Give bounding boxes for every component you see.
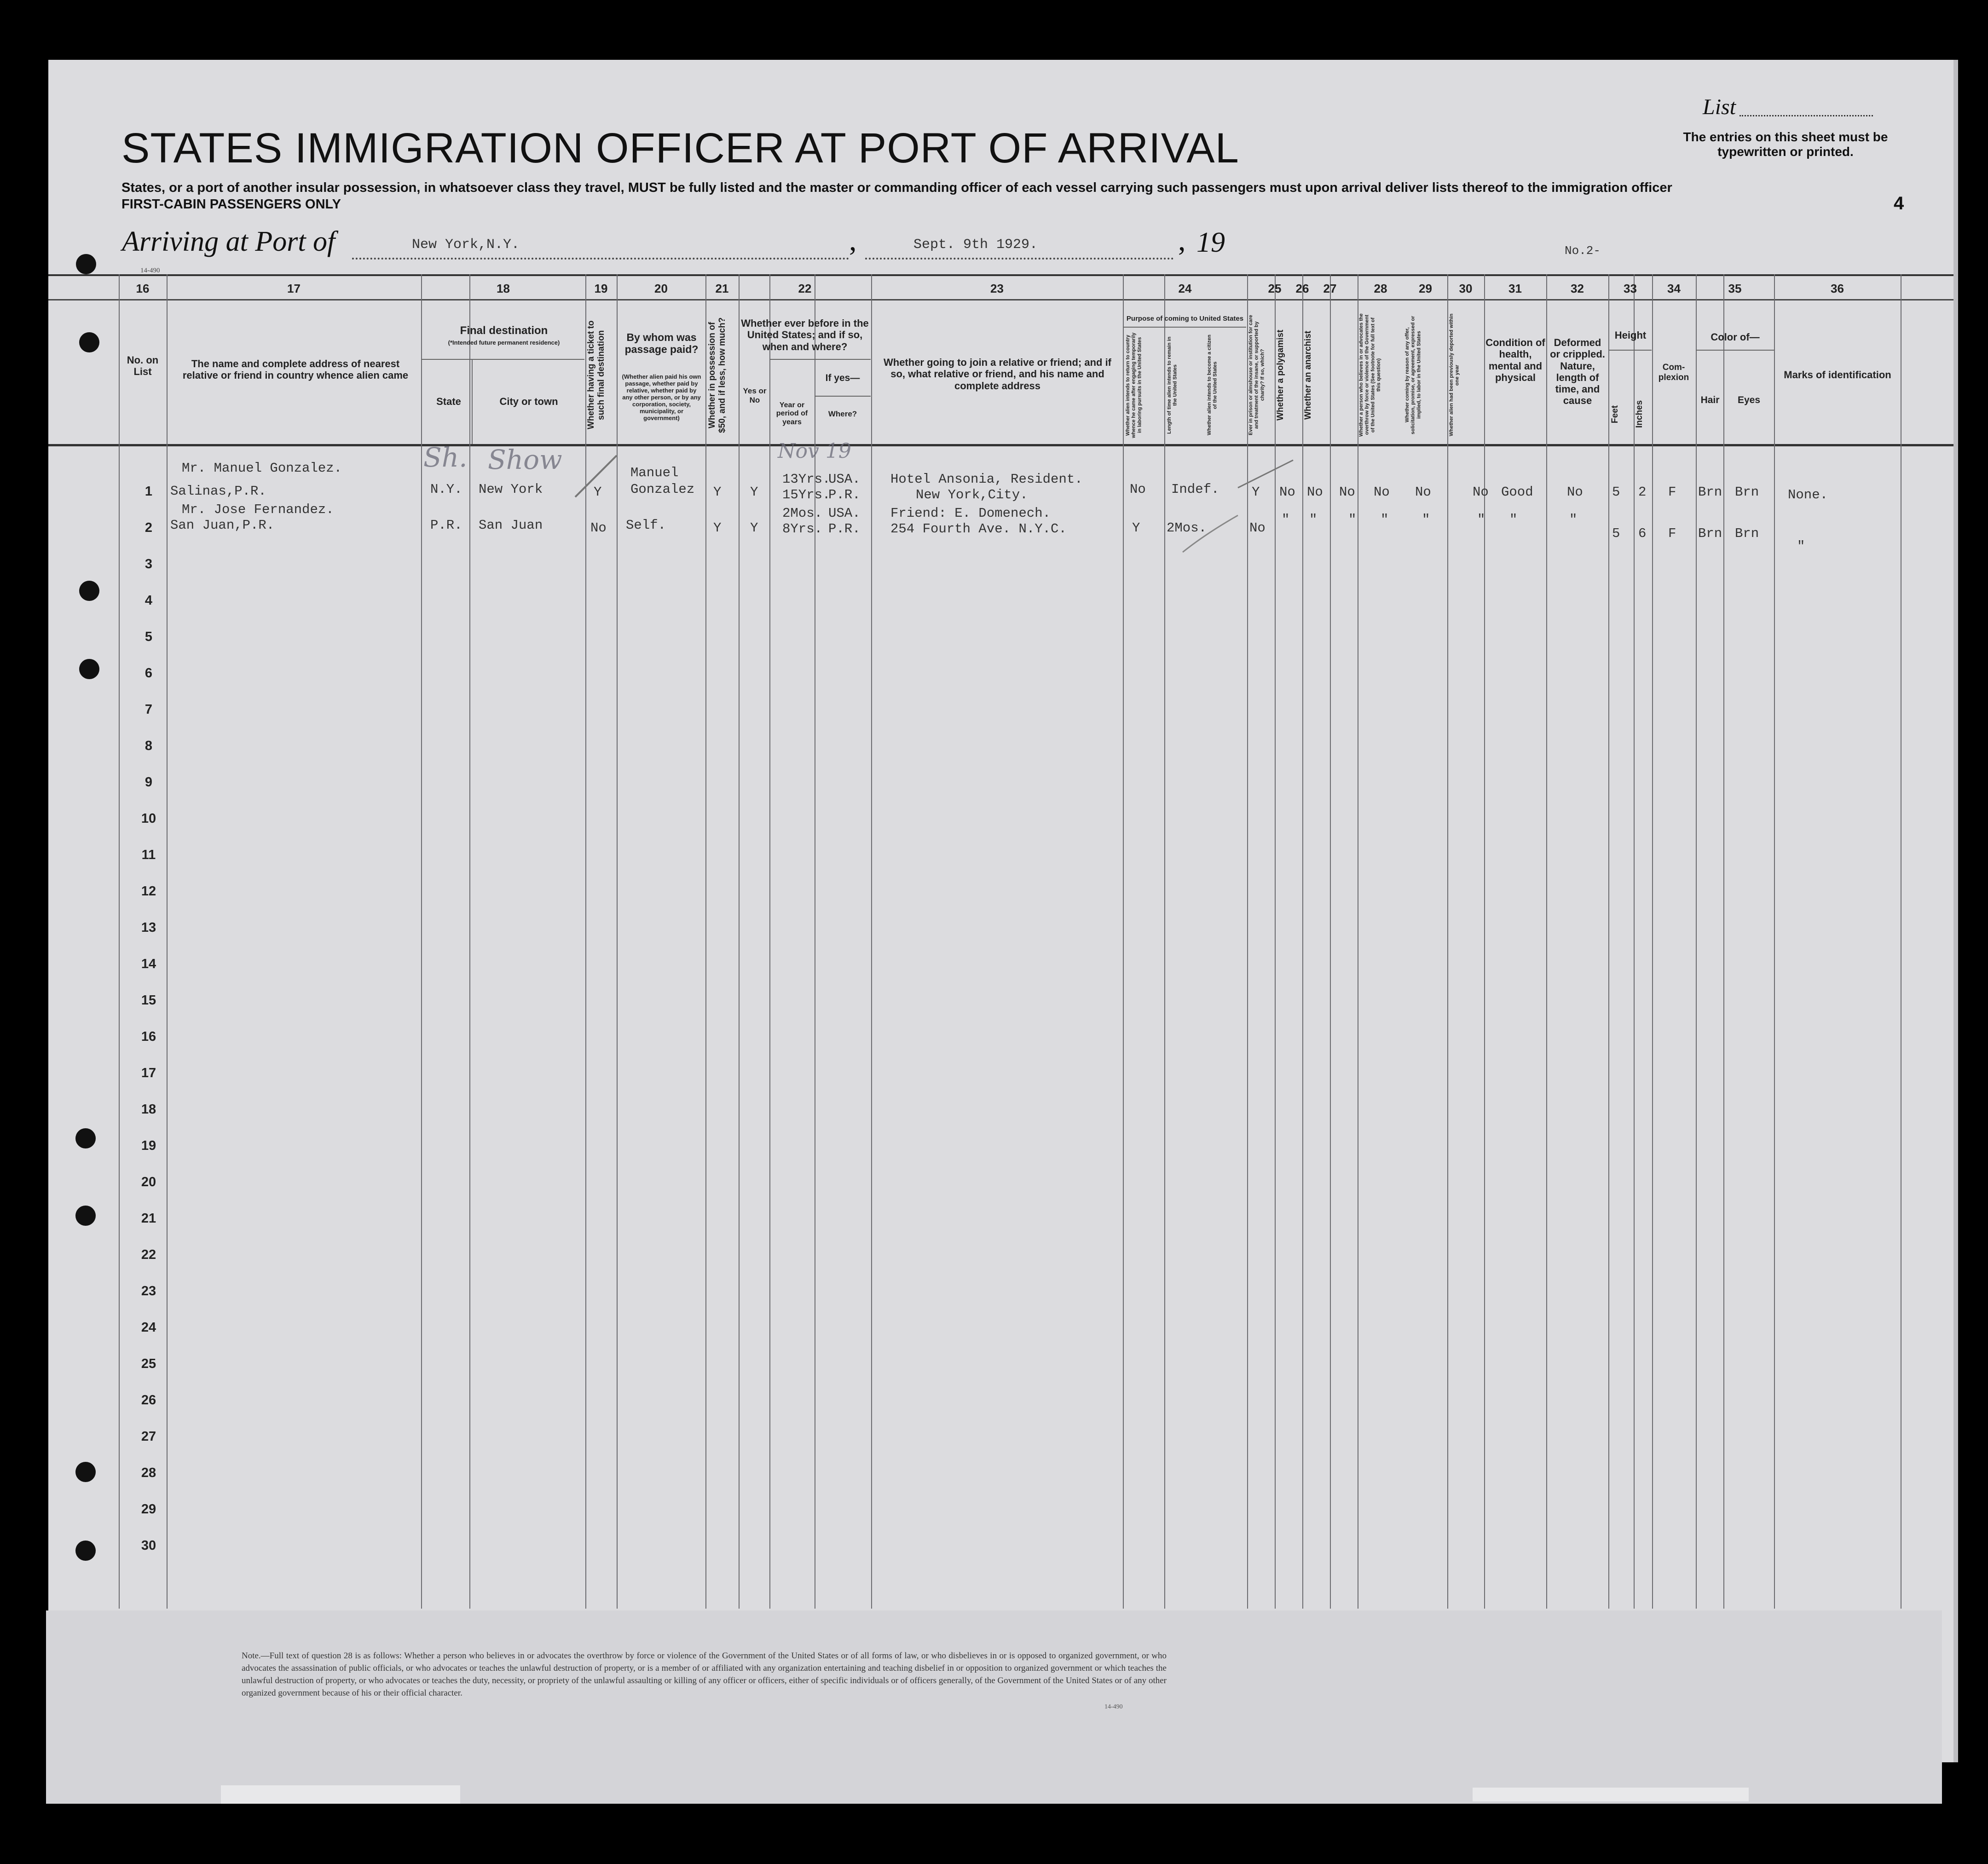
row-number: 21 — [141, 1211, 156, 1226]
header-marks: Marks of identification — [1784, 369, 1891, 381]
row2-ditto: " — [1309, 512, 1318, 527]
year-prefix: 19 — [1196, 227, 1225, 258]
header-inches: Inches — [1635, 400, 1644, 428]
row2-ditto: " — [1509, 512, 1518, 527]
header-feet: Feet — [1610, 405, 1620, 423]
header-color: Color of— — [1711, 331, 1760, 343]
row-number: 2 — [144, 520, 153, 535]
column-number: 31 — [1508, 282, 1522, 295]
handwritten-checkmark — [571, 451, 621, 502]
column-divider — [1723, 274, 1724, 1609]
header-prison: Ever in prison or almshouse or institution for care and treatment of the insane, or supported by charity? If so, which? — [1248, 315, 1266, 435]
row-number: 15 — [141, 993, 156, 1008]
row2-ditto: " — [1381, 512, 1389, 527]
row2-ditto: " — [1569, 512, 1578, 527]
header-overthrow: Whether a person who believes in or advocates the overthrow by force or violence of the Government of the United States (See footnote for full text of this question) — [1358, 313, 1381, 437]
instructions-text: States, or a port of another insular possession, in whatsoever class they travel, MUST be fully listed and the master or commanding officer of each vessel carrying such passengers must upon arrival deliver lists thereof to the immigration officer — [121, 180, 1672, 195]
row-number: 17 — [141, 1066, 156, 1080]
subheader-rule — [1608, 350, 1652, 351]
header-purpose-return: Whether alien intends to return to country whence he came after engaging temporarily in laboring pursuits in the United States — [1125, 332, 1143, 438]
header-hair: Hair — [1700, 395, 1720, 405]
row-number: 29 — [141, 1502, 156, 1517]
row2-purpose-return: Y — [1132, 520, 1140, 536]
column-number: 25 — [1268, 282, 1282, 295]
row-number: 3 — [144, 557, 153, 571]
subcolumn-divider — [472, 359, 473, 444]
list-no-value: No.2- — [1565, 244, 1601, 258]
row1-ticket: Y — [594, 485, 602, 500]
row1-hair: Brn — [1698, 485, 1722, 500]
row2-paid-by: Self. — [626, 518, 666, 533]
header-yes-no: Yes or No — [743, 387, 767, 404]
row-number: 18 — [141, 1102, 156, 1117]
row2-where-1: USA. — [828, 506, 861, 521]
column-divider — [1123, 274, 1124, 1609]
row-number: 16 — [141, 1029, 156, 1044]
date-line — [865, 258, 1173, 260]
row2-ditto: " — [1282, 512, 1290, 527]
row2-before-us: Y — [750, 520, 758, 536]
arriving-label: Arriving at Port of — [122, 226, 335, 257]
row1-relative-name: Mr. Manuel Gonzalez. — [182, 461, 342, 476]
header-health: Condition of health, mental and physical — [1485, 337, 1545, 383]
list-number-line — [1740, 115, 1873, 116]
column-divider — [1546, 274, 1547, 1609]
column-number: 27 — [1323, 282, 1337, 295]
binder-hole — [79, 659, 99, 679]
handwritten-annotation: Nov 19 — [778, 439, 851, 463]
list-label: List — [1703, 95, 1736, 119]
row2-period-2: 8Yrs. — [782, 521, 823, 537]
binder-hole — [75, 1462, 96, 1482]
row1-period-2: 15Yrs. — [782, 487, 831, 502]
subheader-rule — [1123, 327, 1246, 328]
row-number: 14 — [141, 957, 156, 971]
row2-city: San Juan — [479, 518, 543, 533]
row2-state: P.R. — [430, 518, 462, 533]
subheader-rule — [815, 396, 871, 397]
header-passage-note: (Whether alien paid his own passage, whether paid by relative, whether paid by any other person, or by any corporation, society, municipality, or government) — [622, 373, 701, 421]
header-join-relative: Whether going to join a relative or friend; and if so, what relative or friend, and his name and complete address — [883, 357, 1112, 392]
column-number: 33 — [1624, 282, 1637, 295]
column-number: 36 — [1831, 282, 1844, 295]
header-if-yes: If yes— — [825, 373, 860, 383]
row2-citizen: No — [1249, 520, 1266, 536]
header-labor-offer: Whether coming by reason of any offer, solicitation, promise, or agreement, expressed or implied, to labor in the United States — [1404, 316, 1422, 434]
passenger-class-text: FIRST-CABIN PASSENGERS ONLY — [121, 197, 341, 212]
comma: , — [849, 224, 857, 257]
row2-length: 2Mos. — [1167, 520, 1207, 536]
handwritten-checkmark — [1233, 456, 1298, 492]
row-number: 1 — [144, 484, 153, 499]
header-period: Year or period of years — [776, 401, 808, 426]
row2-ticket: No — [590, 520, 607, 536]
header-purpose: Purpose of coming to United States — [1126, 315, 1244, 323]
column-number-rule — [48, 299, 1953, 300]
row1-purpose-return: No — [1130, 482, 1146, 497]
row-number: 7 — [144, 702, 153, 717]
sheet-mark: 4 — [1894, 193, 1904, 214]
row-number: 20 — [141, 1175, 156, 1189]
row-number: 28 — [141, 1466, 156, 1480]
row2-complexion: F — [1668, 526, 1676, 541]
row-number: 22 — [141, 1247, 156, 1262]
column-number: 24 — [1178, 282, 1192, 295]
header-final-destination: Final destination — [460, 324, 548, 337]
row1-prison: No — [1279, 485, 1295, 500]
header-ticket: Whether having a ticket to such final destination — [586, 320, 606, 430]
row1-state: N.Y. — [430, 482, 462, 497]
column-number: 26 — [1295, 282, 1309, 295]
row2-ditto: " — [1422, 512, 1430, 527]
header-where: Where? — [828, 410, 857, 418]
row2-money: Y — [713, 520, 722, 536]
binder-hole — [79, 332, 99, 352]
row1-marks: None. — [1788, 487, 1828, 502]
row1-health: Good — [1501, 485, 1533, 500]
binder-hole — [76, 254, 96, 274]
row2-ditto: " — [1348, 512, 1357, 527]
row1-join-line-1: Hotel Ansonia, Resident. — [890, 472, 1083, 487]
column-divider — [1774, 274, 1775, 1609]
row1-where-2: P.R. — [828, 487, 861, 502]
subheader-rule — [1696, 350, 1774, 351]
header-eyes: Eyes — [1737, 395, 1761, 405]
column-number: 16 — [136, 282, 150, 295]
row-number: 5 — [144, 629, 153, 644]
torn-edge — [1473, 1788, 1749, 1801]
column-divider — [1447, 274, 1448, 1609]
row-number: 4 — [144, 593, 153, 608]
row2-hair: Brn — [1698, 526, 1722, 541]
footnote: Note.—Full text of question 28 is as follows: Whether a person who believes in or advocates the overthrow by force or violence of the Government of the United States or of all forms of law, or who disbelieves in or is opposed to organized government, or who advocates the assassination of public officials, or who advocates or teaches the unlawful destruction of property, or is a member of or affiliated with any organization entertaining and teaching disbelief in or opposition to organized government or which teaches the unlawful destruction of property, or who advocates or teaches the duty, necessity, or propriety of the unlawful assaulting or killing of any officer or officers, either of specific individuals or of officers generally, of the Government of the United States or of any other organized government because of his or their official character. — [242, 1651, 1167, 1698]
column-divider — [469, 274, 470, 1609]
row-number: 11 — [141, 848, 156, 862]
row-number: 26 — [141, 1393, 156, 1408]
row1-feet: 5 — [1612, 485, 1620, 500]
column-divider — [769, 274, 770, 1609]
header-bottom-rule — [48, 444, 1953, 446]
column-divider — [1652, 274, 1653, 1609]
row2-inches: 6 — [1638, 526, 1647, 541]
footnote-form-code: 14-490 — [1104, 1703, 1123, 1710]
column-number: 30 — [1459, 282, 1473, 295]
row1-citizen: Y — [1252, 485, 1260, 500]
column-number: 21 — [715, 282, 729, 295]
column-divider — [1484, 274, 1485, 1609]
header-money: Whether in possession of $50, and if less, how much? — [707, 317, 727, 433]
header-before-in-us: Whether ever before in the United States; and if so, when and where? — [741, 317, 869, 352]
row1-labor: No — [1415, 485, 1431, 500]
row2-where-2: P.R. — [828, 521, 861, 537]
ledger-page-lower-margin — [46, 1610, 1942, 1804]
row-number: 6 — [144, 666, 153, 681]
column-divider — [1302, 274, 1303, 1609]
row-number: 9 — [144, 775, 153, 790]
column-divider — [1330, 274, 1331, 1609]
row2-period-1: 2Mos. — [782, 506, 823, 521]
row1-join-line-2: New York,City. — [916, 487, 1028, 502]
row2-join-line-1: Friend: E. Domenech. — [890, 506, 1051, 521]
column-divider — [1634, 274, 1635, 1609]
header-passage-paid: By whom was passage paid? — [624, 331, 699, 356]
header-deported: Whether alien had been previously deported within one year — [1449, 313, 1460, 437]
column-divider — [739, 274, 740, 1609]
row1-polygamist: No — [1307, 485, 1323, 500]
row2-relative-name: Mr. Jose Fernandez. — [182, 502, 334, 517]
column-number: 34 — [1667, 282, 1681, 295]
header-city: City or town — [499, 396, 558, 407]
column-number: 29 — [1419, 282, 1432, 295]
row1-money: Y — [713, 485, 722, 500]
row-number: 8 — [144, 739, 153, 753]
column-divider — [705, 274, 706, 1609]
row-number: 13 — [141, 920, 156, 935]
header-complexion: Com-plexion — [1658, 363, 1689, 382]
row2-feet: 5 — [1612, 526, 1620, 541]
port-line — [352, 258, 849, 260]
row1-relative-address: Salinas,P.R. — [170, 484, 266, 499]
row2-ditto: " — [1477, 512, 1485, 527]
row-number: 27 — [141, 1429, 156, 1444]
form-code: 14-490 — [140, 267, 160, 274]
row2-marks: " — [1797, 539, 1805, 554]
column-number: 17 — [287, 282, 301, 295]
subheader-rule — [769, 359, 871, 360]
binder-hole — [75, 1128, 96, 1148]
column-divider — [167, 274, 168, 1609]
binder-hole — [79, 581, 99, 601]
column-divider — [1608, 274, 1609, 1609]
row-number: 25 — [141, 1356, 156, 1371]
row1-city: New York — [479, 482, 543, 497]
date-value: Sept. 9th 1929. — [913, 237, 1038, 253]
row1-complexion: F — [1668, 485, 1676, 500]
ledger-page — [48, 60, 1958, 1762]
column-number: 28 — [1374, 282, 1387, 295]
row-number: 19 — [141, 1138, 156, 1153]
header-final-destination-note: (*Intended future permanent residence) — [448, 339, 560, 346]
column-number: 32 — [1571, 282, 1584, 295]
row2-join-line-2: 254 Fourth Ave. N.Y.C. — [890, 521, 1067, 537]
column-divider — [1696, 274, 1697, 1609]
binder-hole — [75, 1206, 96, 1226]
column-divider — [871, 274, 872, 1609]
column-number: 23 — [990, 282, 1004, 295]
column-number: 22 — [798, 282, 812, 295]
row2-eyes: Brn — [1735, 526, 1759, 541]
row-number: 23 — [141, 1284, 156, 1298]
page-title: STATES IMMIGRATION OFFICER AT PORT OF ARRIVAL — [121, 125, 1239, 172]
row1-inches: 2 — [1638, 485, 1647, 500]
handwritten-checkmark — [1178, 511, 1242, 557]
header-no-on-list: No. on List — [127, 354, 159, 378]
column-divider — [421, 274, 422, 1609]
header-height: Height — [1614, 329, 1647, 341]
row1-anarchist: No — [1339, 485, 1355, 500]
row2-relative-address: San Juan,P.R. — [170, 518, 275, 533]
header-state: State — [436, 396, 461, 407]
row-number: 24 — [141, 1320, 156, 1335]
row1-deformed: No — [1567, 485, 1583, 500]
header-nearest-relative: The name and complete address of nearest relative or friend in country whence alien came — [182, 358, 409, 381]
handwritten-annotation: Sh. — [423, 442, 468, 473]
row1-before-us: Y — [750, 485, 758, 500]
typewritten-note: The entries on this sheet must be typewritten or printed. — [1683, 130, 1888, 159]
header-anarchist: Whether an anarchist — [1303, 330, 1313, 420]
row-number: 30 — [141, 1538, 156, 1553]
subheader-rule — [421, 359, 584, 360]
header-deformed: Deformed or crippled. Nature, length of time, and cause — [1550, 337, 1605, 407]
row1-paid-by-name: Manuel — [630, 465, 679, 480]
comma: , — [1178, 224, 1186, 257]
handwritten-annotation: Show — [488, 444, 562, 475]
row1-where-1: USA. — [828, 472, 861, 487]
row1-deported: No — [1473, 485, 1489, 500]
row1-eyes: Brn — [1735, 485, 1759, 500]
header-purpose-citizen: Whether alien intends to become a citizen of the United States — [1207, 335, 1218, 436]
table-top-rule — [48, 274, 1953, 276]
torn-edge — [221, 1785, 460, 1804]
row1-length: Indef. — [1171, 482, 1219, 497]
port-value: New York,N.Y. — [412, 237, 520, 253]
row1-overthrow: No — [1374, 485, 1390, 500]
row1-period-1: 13Yrs. — [782, 472, 831, 487]
row-number: 12 — [141, 884, 156, 899]
row-number: 10 — [141, 811, 156, 826]
column-number: 19 — [594, 282, 608, 295]
binder-hole — [75, 1541, 96, 1561]
header-purpose-length: Length of time alien intends to remain in the United States — [1167, 336, 1178, 434]
row1-paid-by-surname: Gonzalez — [630, 482, 695, 497]
column-divider — [119, 274, 120, 1609]
column-divider — [1164, 274, 1165, 1609]
column-number: 18 — [497, 282, 510, 295]
header-polygamist: Whether a polygamist — [1276, 329, 1285, 421]
column-number: 35 — [1728, 282, 1742, 295]
column-number: 20 — [654, 282, 668, 295]
